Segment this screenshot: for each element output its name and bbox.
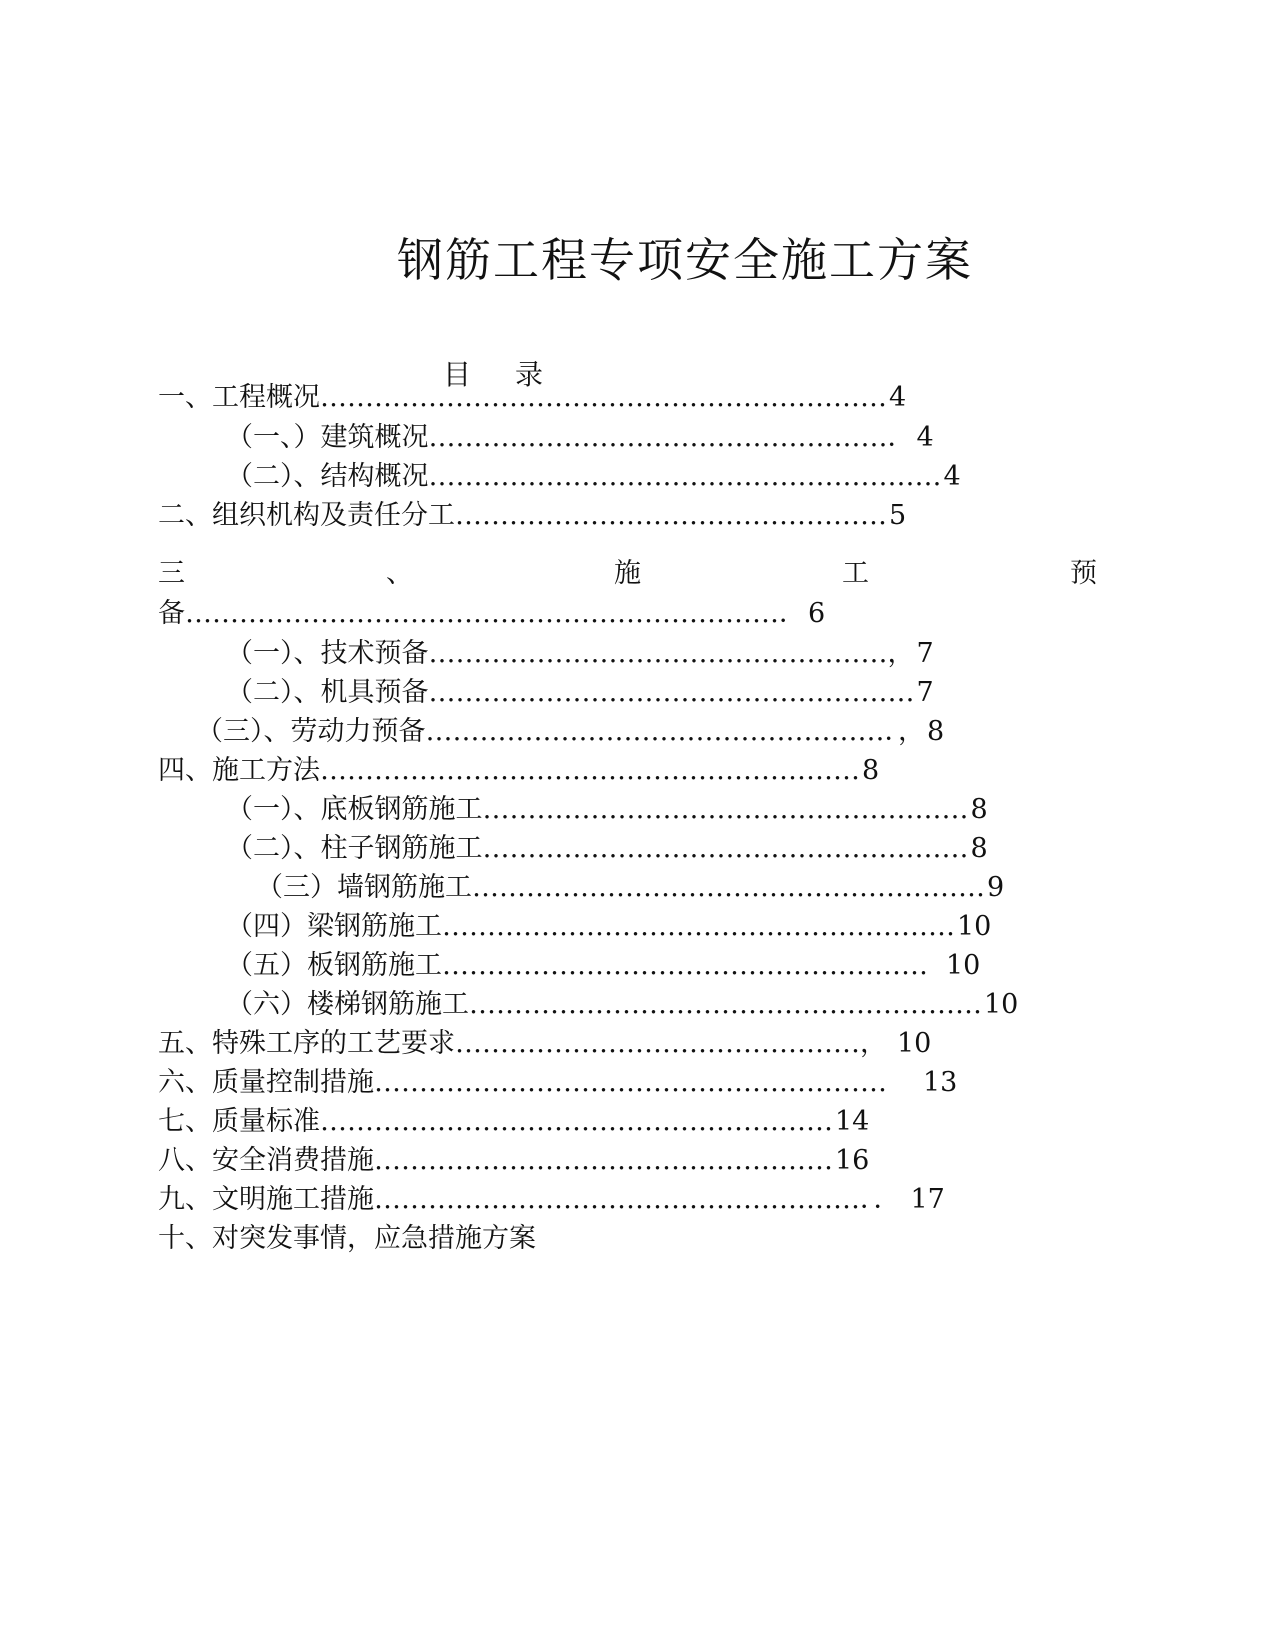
toc-entry-label: 五、特殊工序的工艺要求 [158,1028,455,1059]
toc-entry-label: （三）墙钢筋施工 [256,872,472,903]
toc-entry-label: 十、对突发事情，应急措施方案 [158,1223,536,1254]
toc-page-number: 10 [957,911,992,942]
toc-page-number: 4 [943,461,961,492]
toc-page-number: 8 [927,716,945,747]
toc-entry-label-part: 施 [614,558,641,589]
toc-page-number: 9 [987,872,1005,903]
toc-leader: ……………………………………………．， [425,716,925,747]
toc-entry-label: （三）、劳动力预备 [196,716,426,747]
toc-entry-4-6[interactable] [226,985,1018,1025]
toc-page-number: 4 [916,422,934,453]
toc-leader: ………………………………………………… [374,1067,887,1098]
toc-page-number: 7 [916,677,934,708]
toc-leader: ………………………………………………… [469,989,982,1020]
toc-entry-9[interactable] [158,1180,945,1220]
toc-page-number: 17 [910,1184,945,1215]
toc-entry-label-part: 预 [1070,558,1097,589]
toc-page-number: 5 [889,500,907,531]
toc-entry-label: 八、安全消费措施 [158,1145,374,1176]
toc-leader: ……………………………………………． [428,422,915,453]
toc-page-number: 14 [835,1106,870,1137]
toc-entry-label: （五）板钢筋施工 [226,950,442,981]
toc-entry-label-part: 工 [842,558,869,589]
toc-entry-10[interactable] [158,1219,536,1259]
toc-entry-1[interactable] [158,378,906,418]
toc-entry-label: 七、质量标准 [158,1106,320,1137]
toc-leader: ………………………………………… [455,500,887,531]
toc-entry-1-1[interactable] [226,418,934,458]
toc-entry-3-1[interactable] [226,634,934,674]
toc-entry-label: 一、工程概况 [158,382,320,413]
toc-entry-3[interactable] [158,554,1108,594]
toc-entry-6[interactable] [158,1063,957,1103]
toc-page-number: 8 [862,755,880,786]
toc-page-number: 8 [970,833,988,864]
toc-leader: …………………………………………………… [320,755,860,786]
toc-entry-label: （二）、柱子钢筋施工 [226,833,483,864]
toc-entry-3-2[interactable] [226,673,934,713]
toc-entry-label-part: 三 [158,558,185,589]
toc-page-number: 6 [808,598,826,629]
toc-leader: ………………………………………………… [472,872,985,903]
toc-page-number: 16 [835,1145,870,1176]
toc-leader: ……………………………………………， [428,638,915,669]
toc-page-number: 10 [946,950,981,981]
toc-entry-label: （六）楼梯钢筋施工 [226,989,469,1020]
toc-entry-4-5[interactable] [226,946,980,986]
toc-leader: ………………………………………， [455,1028,887,1059]
toc-leader: ……………………………………………… [442,950,928,981]
toc-entry-label: （一）、技术预备 [226,638,429,669]
toc-entry-1-2[interactable] [226,457,961,497]
toc-leader: ……………………………………………… [428,677,915,708]
toc-entry-4-1[interactable] [226,790,988,830]
toc-page-number: 13 [923,1067,958,1098]
toc-heading: 目录 [443,358,588,391]
toc-entry-4[interactable] [158,751,879,791]
toc-leader: ……………………………………………… [482,833,969,864]
toc-entry-8[interactable] [158,1141,869,1181]
toc-entry-4-4[interactable] [226,907,991,947]
toc-leader: ……………………………………………… [482,794,969,825]
toc-entry-label: 六、质量控制措施 [158,1067,374,1098]
toc-leader: …………………………………………………………． [185,598,806,629]
toc-leader: …………………………………………… [374,1145,833,1176]
toc-entry-label: 九、文明施工措施 [158,1184,374,1215]
toc-page-number: 10 [984,989,1019,1020]
toc-entry-2[interactable] [158,496,906,536]
toc-entry-label: （一、）建筑概况 [226,422,429,453]
toc-entry-3-continuation[interactable] [158,594,825,634]
toc-leader: ……………………………………………………… [320,382,887,413]
toc-entry-4-2[interactable] [226,829,988,869]
toc-page-number: 4 [889,382,907,413]
toc-entry-3-3[interactable] [196,712,944,752]
toc-page-number: 7 [916,638,934,669]
toc-entry-label: （二）、机具预备 [226,677,429,708]
toc-page-number: 8 [970,794,988,825]
toc-leader: ………………………………………………… [428,461,942,492]
toc-entry-7[interactable] [158,1102,869,1142]
toc-entry-label: 备 [158,598,185,629]
toc-page-number: 10 [897,1028,932,1059]
toc-entry-label: 二、组织机构及责任分工 [158,500,455,531]
toc-entry-label: （二）、结构概况 [226,461,429,492]
toc-entry-5[interactable] [158,1024,931,1064]
toc-leader: ………………………………………………… [320,1106,833,1137]
toc-leader: ………………………………………………．． [374,1184,901,1215]
toc-leader: ………………………………………………… [442,911,955,942]
toc-entry-label: （一）、底板钢筋施工 [226,794,483,825]
page-title: 钢筋工程专项安全施工方案 [397,233,973,287]
toc-entry-label: （四）梁钢筋施工 [226,911,442,942]
toc-entry-4-3[interactable] [256,868,1004,908]
toc-entry-label: 四、施工方法 [158,755,320,786]
toc-entry-label-part: 、 [386,558,413,589]
